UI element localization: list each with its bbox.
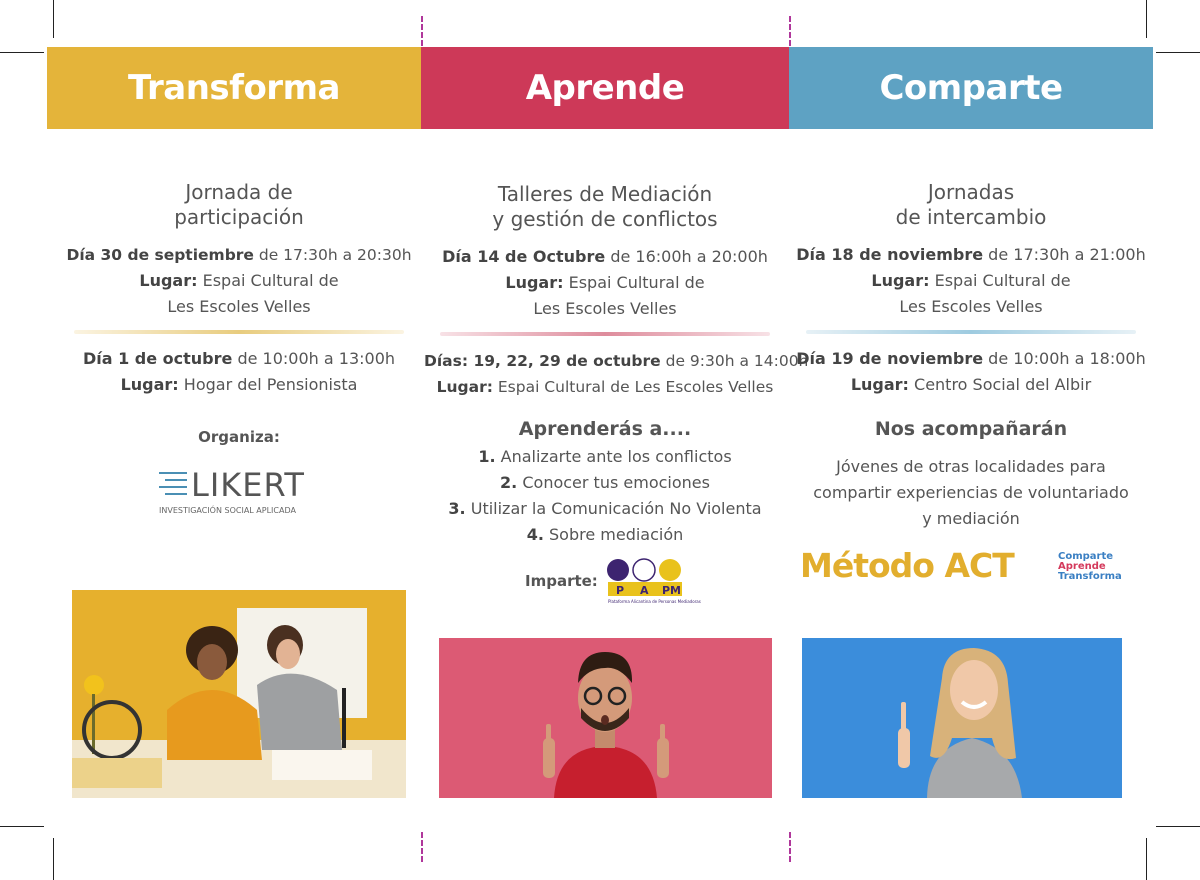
event-title — [424, 182, 786, 232]
papm-letter: PM — [662, 584, 682, 597]
photo-women-working — [72, 590, 406, 798]
place-value: Espai Cultural de Les Escoles Velles — [492, 378, 774, 396]
nos-text: Jóvenes de otras localidades para — [836, 457, 1106, 476]
header-transforma: Transforma — [47, 47, 421, 129]
act-small-line: Aprende — [1058, 561, 1106, 572]
crop-mark-icon — [1156, 52, 1200, 53]
event-day: Día 1 de octubre — [82, 349, 233, 368]
crop-mark-icon — [0, 52, 44, 53]
learn-item-text: Utilizar la Comunicación No Violenta — [465, 499, 762, 518]
event-date — [792, 242, 1150, 268]
likert-logo — [159, 466, 319, 518]
event-title-line: Talleres de Mediación — [497, 182, 713, 206]
event-place — [60, 372, 418, 398]
place-value: Hogar del Pensionista — [178, 375, 358, 394]
learn-item-text: Sobre mediación — [543, 525, 684, 544]
event-time: de 9:30h a 14:00h — [660, 352, 809, 370]
nos-text: y mediación — [922, 509, 1020, 528]
papm-letter: A — [640, 584, 649, 597]
learn-item — [424, 470, 786, 496]
place-value: Espai Cultural de — [197, 271, 339, 290]
event-date — [424, 244, 786, 270]
metodo-act-logo — [792, 544, 1150, 594]
event-place — [792, 372, 1150, 398]
act-small — [1058, 552, 1122, 582]
photo-illustration — [802, 638, 1122, 798]
column-comparte — [792, 150, 1150, 594]
column-aprende — [424, 150, 809, 608]
learn-item-text: Conocer tus emociones — [517, 473, 710, 492]
header-comparte: Comparte — [789, 47, 1153, 129]
column-transforma — [60, 150, 418, 518]
likert-name: LIKERT — [191, 466, 305, 504]
photo-smiling-woman — [802, 638, 1122, 798]
crop-mark-icon — [53, 0, 54, 38]
photo-illustration — [439, 638, 772, 798]
learn-item — [424, 522, 786, 548]
event-title — [60, 180, 418, 230]
event-time: de 17:30h a 21:00h — [983, 245, 1146, 264]
divider — [440, 332, 770, 336]
event-place — [424, 270, 786, 296]
learn-heading: Aprenderás a.... — [518, 418, 692, 440]
place-label: Lugar: — [139, 271, 198, 290]
crop-mark-icon — [1156, 826, 1200, 827]
fold-mark — [789, 832, 791, 862]
event-time: de 16:00h a 20:00h — [605, 247, 768, 266]
papm-tagline: Plataforma Alicantina de Personas Mediadoras — [608, 599, 701, 604]
place-value: Espai Cultural de — [563, 273, 705, 292]
event-time: de 10:00h a 18:00h — [983, 349, 1146, 368]
learn-item-text: Analizarte ante los conflictos — [495, 447, 732, 466]
fold-mark — [789, 16, 791, 46]
divider — [806, 330, 1136, 334]
event-title-line: participación — [174, 205, 304, 229]
event-title-line: Jornadas — [927, 180, 1015, 204]
header-aprende: Aprende — [421, 47, 789, 129]
event-title — [792, 180, 1150, 230]
organiza-label: Organiza: — [198, 428, 280, 446]
place-label: Lugar: — [436, 378, 493, 396]
event-title-line: y gestión de conflictos — [492, 207, 718, 231]
place-label: Lugar: — [120, 375, 179, 394]
place-label: Lugar: — [505, 273, 564, 292]
event-title-line: de intercambio — [895, 205, 1047, 229]
learn-item-number: 2. — [500, 473, 518, 492]
event-place — [424, 374, 786, 400]
divider — [74, 330, 404, 334]
photo-illustration — [72, 590, 406, 798]
event-place — [60, 268, 418, 294]
crop-mark-icon — [1146, 838, 1147, 880]
imparte-label: Imparte: — [525, 572, 598, 590]
event-day: Día 18 de noviembre — [796, 245, 984, 264]
event-place-line2: Les Escoles Velles — [533, 299, 677, 318]
papm-logo-icon — [606, 558, 701, 606]
learn-item — [424, 496, 786, 522]
nos-text: compartir experiencias de voluntariado — [813, 483, 1129, 502]
crop-mark-icon — [0, 826, 44, 827]
fold-mark — [421, 832, 423, 862]
learn-item — [424, 444, 786, 470]
papm-letter: P — [616, 584, 625, 597]
learn-item-number: 3. — [448, 499, 466, 518]
act-small-line: Transforma — [1058, 571, 1122, 582]
event-day: Día 14 de Octubre — [442, 247, 606, 266]
event-day: Días: 19, 22, 29 de octubre — [424, 352, 661, 370]
crop-mark-icon — [53, 838, 54, 880]
event-date — [60, 242, 418, 268]
nos-heading: Nos acompañarán — [874, 418, 1068, 440]
event-place-line2: Les Escoles Velles — [899, 297, 1043, 316]
event-place — [792, 268, 1150, 294]
place-label: Lugar: — [871, 271, 930, 290]
likert-tagline: INVESTIGACIÓN SOCIAL APLICADA — [159, 506, 296, 515]
crop-mark-icon — [1146, 0, 1147, 38]
fold-mark — [421, 16, 423, 46]
event-time: de 17:30h a 20:30h — [253, 246, 412, 264]
place-value: Espai Cultural de — [929, 271, 1071, 290]
event-day: Día 19 de noviembre — [796, 349, 984, 368]
act-main: Método ACT — [800, 546, 1014, 585]
act-small-line: Comparte — [1058, 551, 1114, 562]
event-date — [792, 346, 1150, 372]
photo-surprised-man — [439, 638, 772, 798]
event-day: Día 30 de septiembre — [66, 246, 254, 264]
learn-item-number: 4. — [526, 525, 544, 544]
event-date — [424, 348, 809, 374]
likert-logo-icon — [159, 470, 189, 498]
imparte-row — [424, 558, 786, 608]
event-date — [60, 346, 418, 372]
event-time: de 10:00h a 13:00h — [232, 349, 396, 368]
place-value: Centro Social del Albir — [908, 375, 1092, 394]
learn-item-number: 1. — [478, 447, 496, 466]
event-place-line2: Les Escoles Velles — [167, 297, 311, 316]
place-label: Lugar: — [850, 375, 909, 394]
event-title-line: Jornada de — [185, 180, 293, 204]
